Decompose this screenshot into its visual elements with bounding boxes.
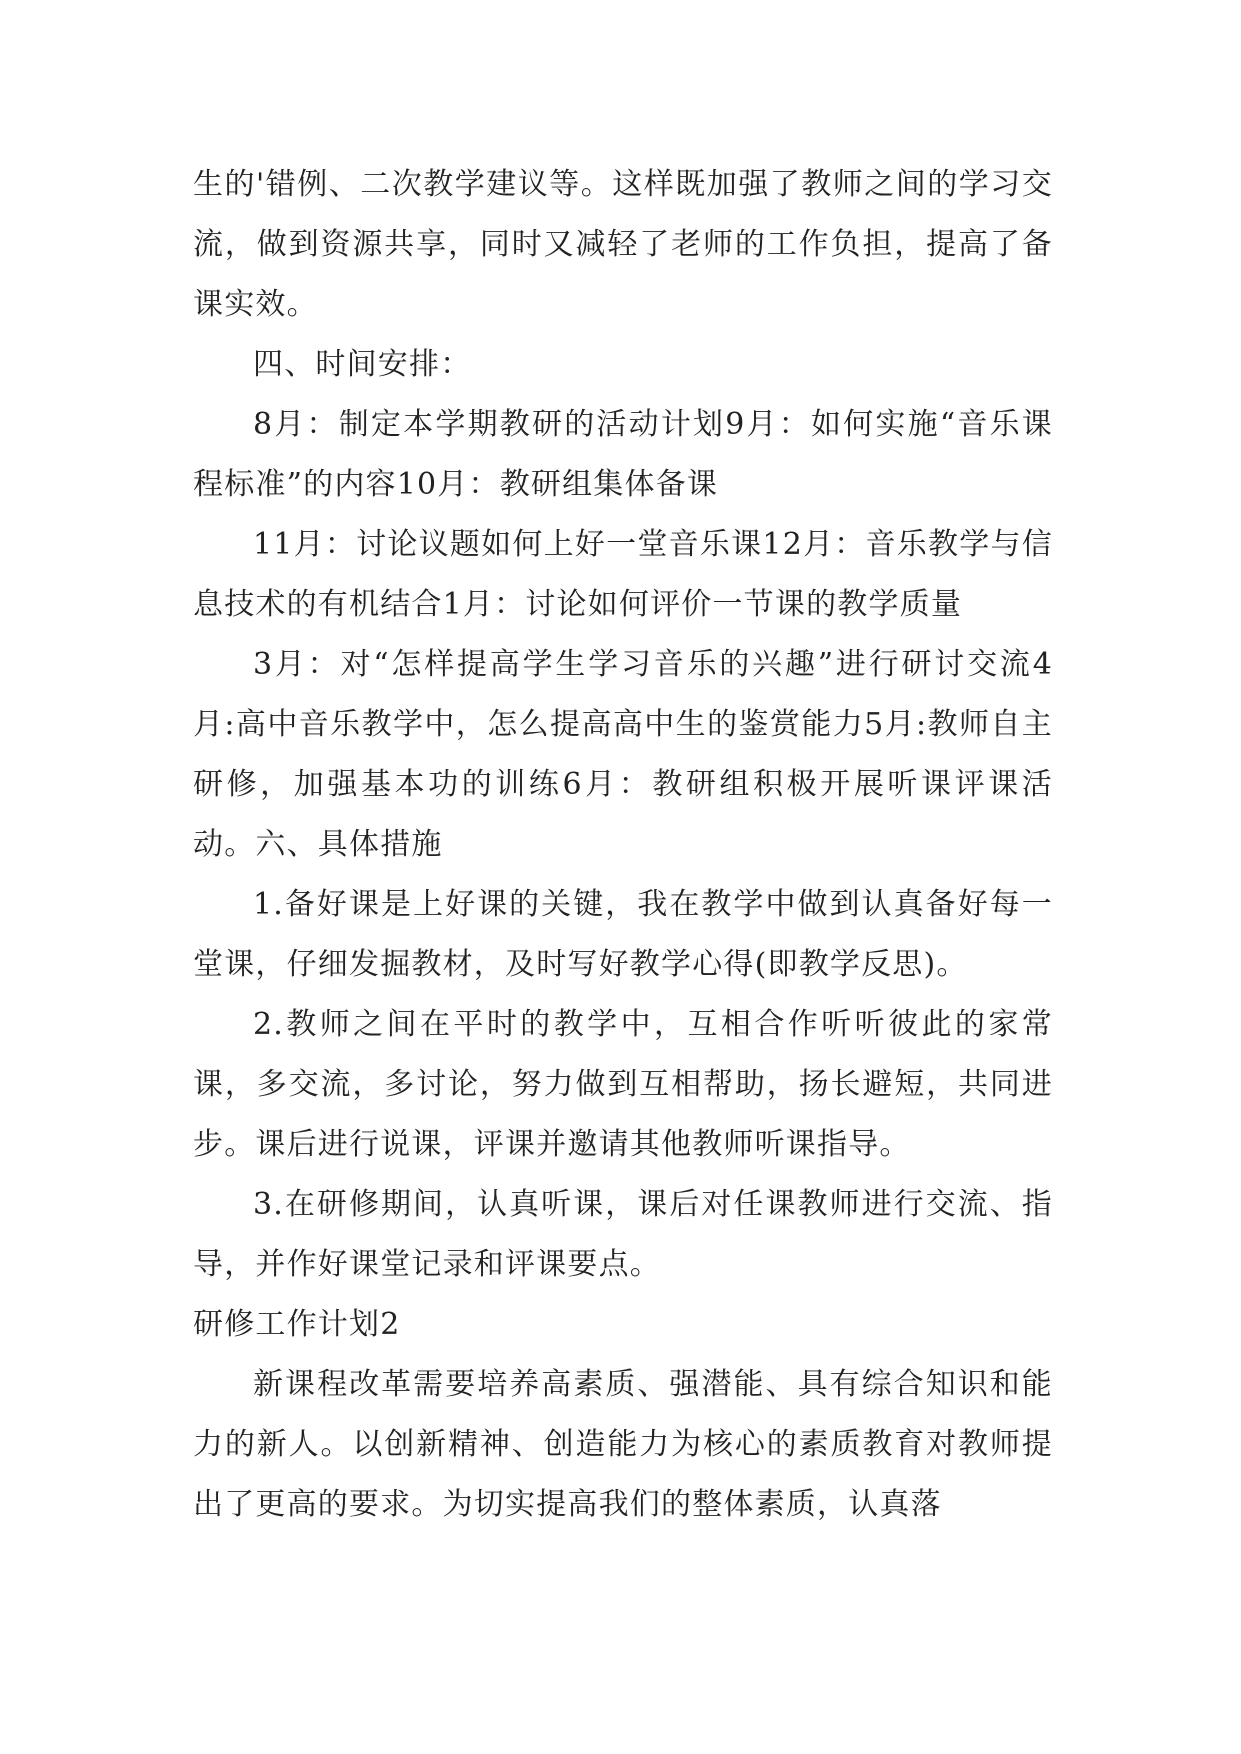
document-body (193, 155, 1053, 1535)
paragraph-schedule-aug-oct: 8月：制定本学期教研的活动计划9月：如何实施“音乐课程标准”的内容10月：教研组集体备课 (193, 407, 1053, 502)
section-heading-schedule: 四、时间安排： (253, 347, 472, 382)
paragraph-schedule-nov-jan: 11月：讨论议题如何上好一堂音乐课12月：音乐教学与信息技术的有机结合1月：讨论如何评价一节课的教学质量 (193, 527, 1053, 622)
section-title-plan-2: 研修工作计划2 (193, 1307, 401, 1342)
paragraph-schedule-mar-jun: 3月：对“怎样提高学生学习音乐的兴趣”进行研讨交流4月:高中音乐教学中，怎么提高高中生的鉴赏能力5月:教师自主研修，加强基本功的训练6月：教研组积极开展听课评课活动。六、具体措施 (193, 647, 1053, 862)
paragraph-measure-1: 1.备好课是上好课的关键，我在教学中做到认真备好每一堂课，仔细发掘教材，及时写好教学心得(即教学反思)。 (193, 887, 1053, 982)
paragraph-continuation: 生的'错例、二次教学建议等。这样既加强了教师之间的学习交流，做到资源共享，同时又减轻了老师的工作负担，提高了备课实效。 (193, 167, 1053, 322)
paragraph-measure-2: 2.教师之间在平时的教学中，互相合作听听彼此的家常课，多交流，多讨论，努力做到互相帮助，扬长避短，共同进步。课后进行说课，评课并邀请其他教师听课指导。 (193, 1007, 1053, 1162)
paragraph-plan-2-intro: 新课程改革需要培养高素质、强潜能、具有综合知识和能力的新人。以创新精神、创造能力为核心的素质教育对教师提出了更高的要求。为切实提高我们的整体素质，认真落 (193, 1367, 1053, 1522)
paragraph-measure-3: 3.在研修期间，认真听课，课后对任课教师进行交流、指导，并作好课堂记录和评课要点。 (193, 1187, 1053, 1282)
